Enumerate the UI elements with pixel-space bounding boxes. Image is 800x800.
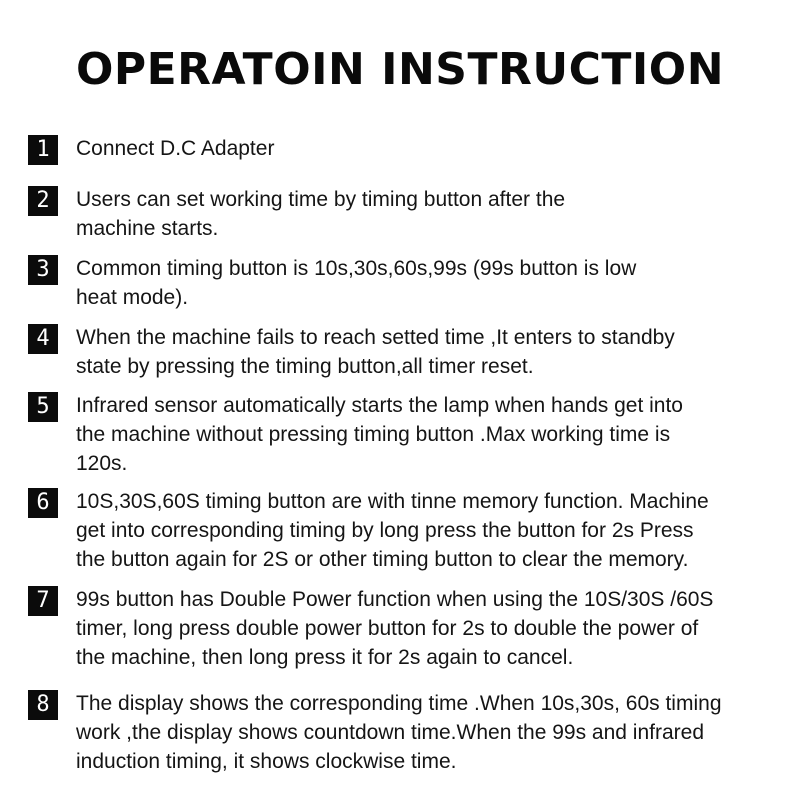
instruction-step-2 bbox=[28, 185, 790, 243]
step-text: Connect D.C Adapter bbox=[76, 137, 275, 160]
instruction-step-8 bbox=[28, 689, 790, 776]
instruction-step-6 bbox=[28, 487, 790, 574]
instruction-step-5 bbox=[28, 391, 790, 478]
step-number-badge: 6 bbox=[28, 488, 58, 518]
step-text: When the machine fails to reach setted time ,It enters to standby state by pressing the timing button,all timer reset. bbox=[76, 326, 675, 378]
step-text: Common timing button is 10s,30s,60s,99s (99s button is low heat mode). bbox=[76, 257, 637, 309]
step-number-badge: 5 bbox=[28, 392, 58, 422]
step-number-badge: 1 bbox=[28, 135, 58, 165]
instruction-step-7 bbox=[28, 585, 790, 672]
step-number-badge: 4 bbox=[28, 324, 58, 354]
instruction-step-4 bbox=[28, 323, 790, 381]
page-title: OPERATOIN INSTRUCTION bbox=[75, 44, 725, 95]
instruction-step-1 bbox=[28, 134, 790, 165]
step-text: Users can set working time by timing button after the machine starts. bbox=[76, 188, 566, 240]
step-text: 10S,30S,60S timing button are with tinne memory function. Machine get into corresponding timing by long press the button for 2s Press the button again for 2S or other timing button to clear the memory. bbox=[76, 490, 709, 571]
step-number-badge: 8 bbox=[28, 690, 58, 720]
step-number-badge: 2 bbox=[28, 186, 58, 216]
step-text: Infrared sensor automatically starts the lamp when hands get into the machine without pressing timing button .Max working time is 120s. bbox=[76, 394, 683, 475]
step-number-badge: 3 bbox=[28, 255, 58, 285]
instruction-step-3 bbox=[28, 254, 790, 312]
step-text: The display shows the corresponding time .When 10s,30s, 60s timing work ,the display shows countdown time.When the 99s and infrared induction timing, it shows clockwise time. bbox=[76, 692, 722, 773]
step-text: 99s button has Double Power function when using the 10S/30S /60S timer, long press double power button for 2s to double the power of the machine, then long press it for 2s again to cancel. bbox=[76, 588, 714, 669]
step-number-badge: 7 bbox=[28, 586, 58, 616]
